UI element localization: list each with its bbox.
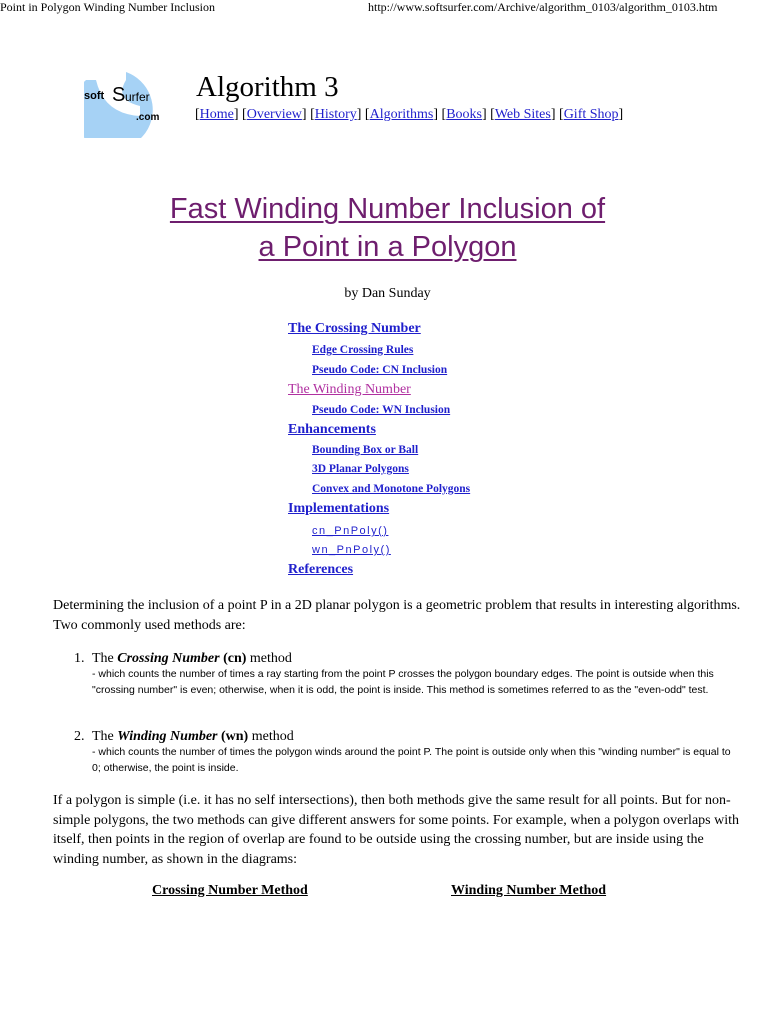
toc-winding-number[interactable]: The Winding Number	[288, 382, 411, 397]
nav-history-link[interactable]: History	[314, 107, 357, 122]
toc-crossing-number[interactable]: The Crossing Number	[288, 321, 421, 336]
toc-cn-pnpoly[interactable]: cn_PnPoly()	[312, 525, 389, 537]
logo-swoosh-icon	[84, 70, 170, 138]
nav-algorithms-link[interactable]: Algorithms	[369, 107, 434, 122]
comparison-paragraph: If a polygon is simple (i.e. it has no self intersections), then both methods give the same result for all points. But for non-simple polygons, the two methods can give different answers for some points. For example, when a polygon overlaps with itself, then points in the region of overlap are found to be outside using the crossing number, but are inside using the winding number, as shown in the diagrams:	[53, 793, 739, 867]
print-header-url: http://www.softsurfer.com/Archive/algorithm_0103/algorithm_0103.htm	[368, 0, 718, 14]
toc-bounding-box[interactable]: Bounding Box or Ball	[312, 444, 419, 456]
softsurfer-logo[interactable]	[84, 70, 170, 138]
logo-s: S	[112, 84, 126, 106]
logo-com: .com	[136, 112, 160, 123]
method-description: - which counts the number of times the polygon winds around the point P. The point is outside only when this "winding number" is equal to 0; otherwise, the point is inside.	[92, 746, 731, 774]
toc-convex-monotone[interactable]: Convex and Monotone Polygons	[312, 483, 471, 495]
logo-urfer: urfer	[125, 90, 150, 104]
winding-diagram-heading: Winding Number Method	[451, 883, 607, 898]
nav-websites-link[interactable]: Web Sites	[494, 107, 551, 122]
toc-enhancements[interactable]: Enhancements	[288, 422, 376, 437]
toc-pseudo-cn[interactable]: Pseudo Code: CN Inclusion	[312, 364, 448, 376]
toc-references[interactable]: References	[288, 562, 354, 577]
intro-paragraph: Determining the inclusion of a point P in a 2D planar polygon is a geometric problem that results in interesting algorithms. Two commonly used methods are:	[53, 598, 741, 633]
toc-wn-pnpoly[interactable]: wn_PnPoly()	[312, 544, 391, 556]
nav-home-link[interactable]: Home	[199, 107, 234, 122]
article-title-line2: a Point in a Polygon	[258, 231, 517, 263]
list-number: 2.	[74, 729, 85, 744]
nav-overview-link[interactable]: Overview	[246, 107, 302, 122]
toc-3d-planar[interactable]: 3D Planar Polygons	[312, 463, 409, 475]
site-title: Algorithm 3	[196, 71, 339, 103]
method-name: Crossing Number	[117, 651, 220, 666]
article-title-line1: Fast Winding Number Inclusion of	[169, 193, 606, 225]
article-title	[100, 190, 675, 266]
method-name: Winding Number	[117, 729, 218, 744]
logo-soft: soft	[84, 90, 105, 102]
author-byline: by Dan Sunday	[344, 286, 431, 301]
top-nav: [Home] [Overview] [History] [Algorithms] [Books] [Web Sites] [Gift Shop]	[195, 107, 624, 122]
print-header-title: Point in Polygon Winding Number Inclusion	[0, 0, 215, 14]
method-abbr: (cn)	[223, 651, 247, 666]
method-description: - which counts the number of times a ray starting from the point P crosses the polygon boundary edges. The point is outside when this "crossing number" is even; otherwise, when it is odd, the point is inside. This method is sometimes referred to as the "even-odd" test.	[92, 668, 714, 696]
crossing-diagram-heading: Crossing Number Method	[152, 883, 308, 898]
nav-giftshop-link[interactable]: Gift Shop	[563, 107, 619, 122]
method-item-crossing: 1. The Crossing Number (cn) method - which counts the number of times a ray starting from the point P crosses the polygon boundary edges. The point is outside when this "crossing number" is even; otherwise, when it is odd, the point is inside. This method is sometimes referred to as the "even-odd" test.	[74, 650, 734, 698]
list-number: 1.	[74, 651, 85, 666]
toc-edge-crossing-rules[interactable]: Edge Crossing Rules	[312, 344, 414, 356]
method-abbr: (wn)	[221, 729, 249, 744]
nav-books-link[interactable]: Books	[446, 107, 482, 122]
toc-pseudo-wn[interactable]: Pseudo Code: WN Inclusion	[312, 404, 451, 416]
method-item-winding: 2. The Winding Number (wn) method - which counts the number of times the polygon winds around the point P. The point is outside only when this "winding number" is equal to 0; otherwise, the point is inside.	[74, 728, 734, 776]
toc-implementations[interactable]: Implementations	[288, 501, 390, 516]
